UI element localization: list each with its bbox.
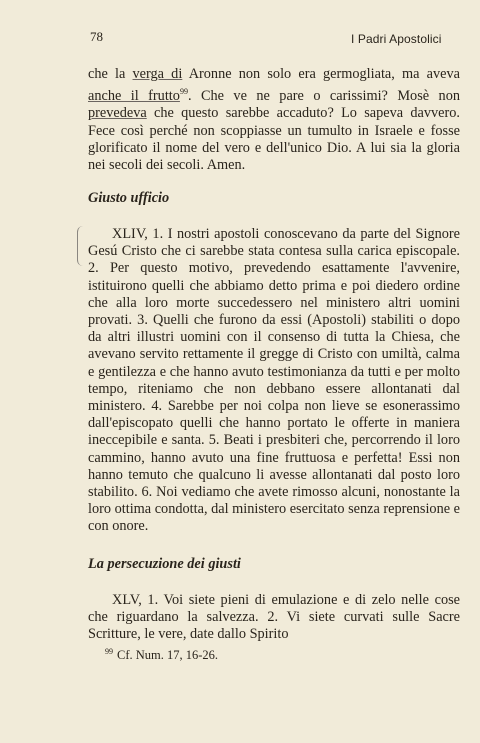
text-run: . Che ve ne pare o carissimi? Mosè non xyxy=(187,88,460,105)
underlined-text: prevedeva xyxy=(88,105,147,122)
text-run: che questo sarebbe accaduto? Lo sapeva davvero. Fece così perché non scoppiasse un tumulto in Israele e fosse glorificato il nome del vero e dell'unico Dio. A lui sia la gloria nei secoli dei secoli. Amen. xyxy=(88,105,460,174)
section-heading-persecuzione: La persecuzione dei giusti xyxy=(88,556,241,572)
section-2-paragraph: XLV, 1. Voi siete pieni di emulazione e di zelo nelle cose che riguardano la salvezza. 2. Vi siete curvati sulle Sacre Scritture, le vere, date dallo Spirito xyxy=(88,592,460,643)
footnote-text: Cf. Num. 17, 16-26. xyxy=(117,648,219,662)
footnote xyxy=(105,647,218,663)
paragraph-continuation xyxy=(88,66,460,174)
underlined-text: anche il frutto xyxy=(88,88,180,105)
margin-pencil-mark xyxy=(77,226,86,266)
page-number: 78 xyxy=(90,29,103,44)
section-1-paragraph: XLIV, 1. I nostri apostoli conoscevano da parte del Signore Gesú Cristo che ci sarebbe stata contesa sulla carica episcopale. 2. Per questo motivo, prevedendo esattamente l'avvenire, istituirono quelli che abbiamo detto prima e poi diedero ordine che alla loro morte succedessero nel ministero altri uomini provati. 3. Quelli che furono da essi (Apostoli) stabiliti o dopo da altri illustri uomini con il consenso di tutta la Chiesa, che avevano servito rettamente il gregge di Cristo con umiltà, calma e gentilezza e che hanno avuto testimonianza da tutti e per molto tempo, riteniamo che non debbano essere allontanati dal ministero. 4. Sarebbe per noi colpa non lieve se esonerassimo dall'episcopato quelli che hanno portato le offerte in maniera ineccepibile e santa. 5. Beati i presbiteri che, percorrendo il loro cammino, hanno avuto una fine fruttuosa e perfetta! Essi non hanno temuto che qualcuno li avesse allontanati dal posto loro stabilito. 6. Noi vediamo che avete rimosso alcuni, nonostante la loro ottima condotta, dal ministero esercitato senza reprensione e con onore. xyxy=(88,226,460,535)
footnote-number: 99 xyxy=(105,647,113,656)
section-heading-giusto-ufficio: Giusto ufficio xyxy=(88,190,170,206)
underlined-text: verga di xyxy=(132,66,183,82)
text-run: Aronne non solo era germogliata, ma aveva xyxy=(182,66,461,82)
running-head: I Padri Apostolici xyxy=(351,32,442,46)
text-run: che la xyxy=(88,66,133,82)
footnote-reference: 99 xyxy=(179,87,188,97)
